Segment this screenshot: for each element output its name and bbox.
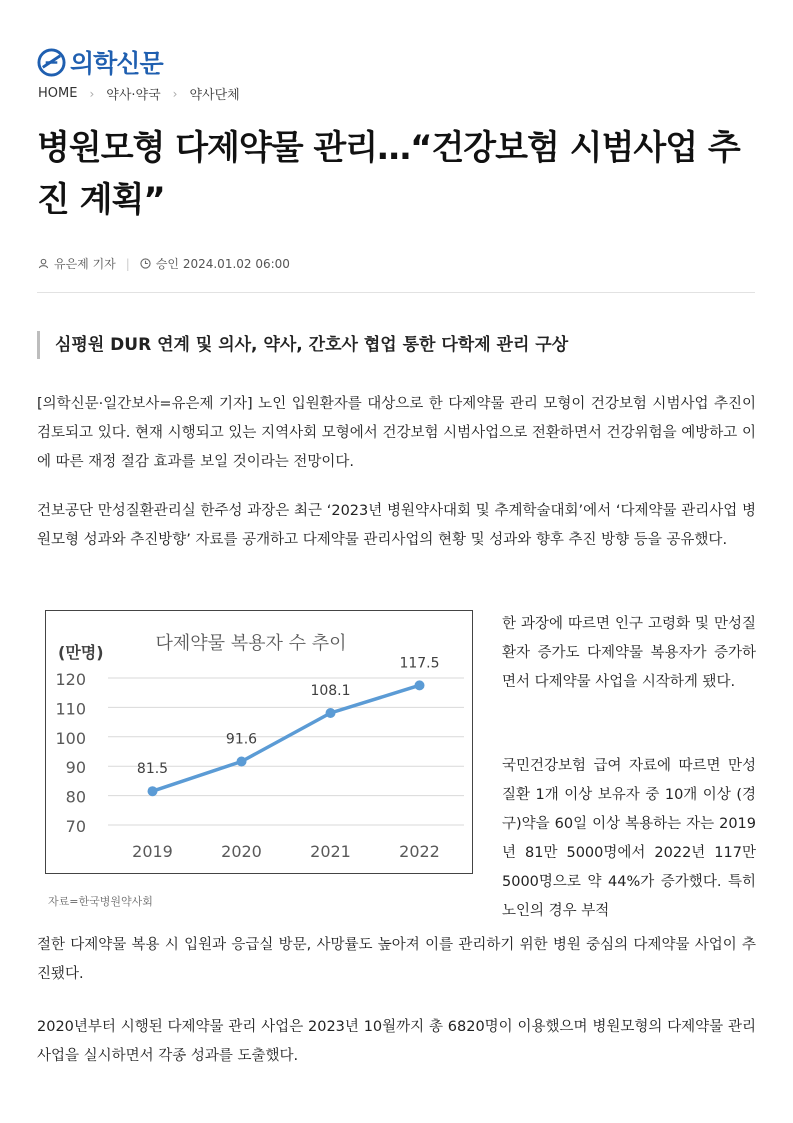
chart-unit-label: (만명)	[58, 643, 104, 662]
article-title: 병원모형 다제약물 관리…“건강보험 시범사업 추진 계획”	[37, 128, 740, 220]
y-tick-label: 100	[55, 728, 86, 748]
chart-figure	[45, 610, 473, 874]
clock-icon	[140, 258, 151, 269]
data-label: 108.1	[310, 682, 351, 699]
site-logo[interactable]	[37, 45, 163, 79]
data-point	[148, 786, 158, 796]
body-paragraph: [의학신문·일간보사=유은제 기자] 노인 입원환자를 대상으로 한 다제약물 관리 모형이 건강보험 시범사업 추진이 검토되고 있다. 현재 시행되고 있는 지역사회 모형에서 건강보험 시범사업으로 전환하면서 건강위험을 예방하고 이에 따른 재정 절감 효과를 보일 것이라는 전망이다.	[37, 396, 756, 470]
body-paragraph: 건보공단 만성질환관리실 한주성 과장은 최근 ‘2023년 병원약사대회 및 추계학술대회’에서 ‘다제약물 관리사업 병원모형 성과와 추진방향’ 자료를 공개하고 다제약물 관리사업의 현황 및 성과와 향후 추진 방향 등을 공유했다.	[37, 503, 756, 548]
breadcrumb	[38, 84, 240, 103]
y-tick-label: 70	[65, 817, 86, 836]
header-divider	[37, 292, 755, 293]
breadcrumb-home[interactable]: HOME	[38, 86, 78, 101]
user-icon	[38, 258, 49, 269]
x-tick-label: 2021	[310, 842, 351, 861]
logo-text: 의학신문	[70, 49, 163, 78]
y-tick-label: 80	[65, 787, 86, 807]
article-byline	[38, 255, 290, 272]
article-subtitle: 심평원 DUR 연계 및 의사, 약사, 간호사 협업 통한 다학제 관리 구상	[37, 331, 568, 359]
breadcrumb-subsection[interactable]: 약사단체	[189, 88, 240, 103]
y-tick-label: 110	[55, 699, 86, 719]
chevron-right-icon: ›	[89, 86, 95, 101]
data-label: 81.5	[136, 761, 169, 778]
publish-date: 승인 2024.01.02 06:00	[155, 257, 290, 271]
body-paragraph: 한 과장에 따르면 인구 고령화 및 만성질환자 증가도 다제약물 복용자가 증가하면서 다제약물 사업을 시작하게 됐다.	[502, 616, 756, 690]
chevron-right-icon: ›	[172, 86, 178, 101]
data-point	[326, 708, 336, 718]
series-line	[153, 682, 420, 791]
line-chart	[46, 611, 472, 873]
x-tick-label: 2022	[399, 842, 440, 861]
y-tick-label: 120	[55, 670, 86, 689]
chart-title: 다제약물 복용자 수 추이	[155, 633, 347, 654]
figure-caption: 자료=한국병원약사회	[48, 895, 153, 908]
logo-icon	[37, 48, 66, 77]
body-paragraph: 국민건강보험 급여 자료에 따르면 만성질환 1개 이상 보유자 중 10개 이상 (경구)약을 60일 이상 복용하는 자는 2019년 81만 5000명에서 2022년 117만 5000명으로 약 44%가 증가했다. 특히 노인의 경우 부적	[502, 758, 756, 919]
author-name[interactable]: 유은제 기자	[54, 257, 116, 271]
data-label: 91.6	[225, 731, 258, 748]
body-paragraph: 절한 다제약물 복용 시 입원과 응급실 방문, 사망률도 높아져 이를 관리하기 위한 병원 중심의 다제약물 사업이 추진됐다.	[37, 937, 756, 982]
data-label: 117.5	[399, 655, 440, 672]
data-point	[237, 756, 247, 766]
data-point	[415, 680, 425, 690]
body-paragraph: 2020년부터 시행된 다제약물 관리 사업은 2023년 10월까지 총 6820명이 이용했으며 병원모형의 다제약물 관리사업을 실시하면서 각종 성과를 도출했다.	[37, 1019, 756, 1064]
breadcrumb-section[interactable]: 약사·약국	[106, 88, 161, 103]
divider: |	[125, 256, 130, 271]
x-tick-label: 2020	[221, 842, 262, 861]
x-tick-label: 2019	[132, 842, 173, 861]
y-tick-label: 90	[65, 758, 86, 778]
